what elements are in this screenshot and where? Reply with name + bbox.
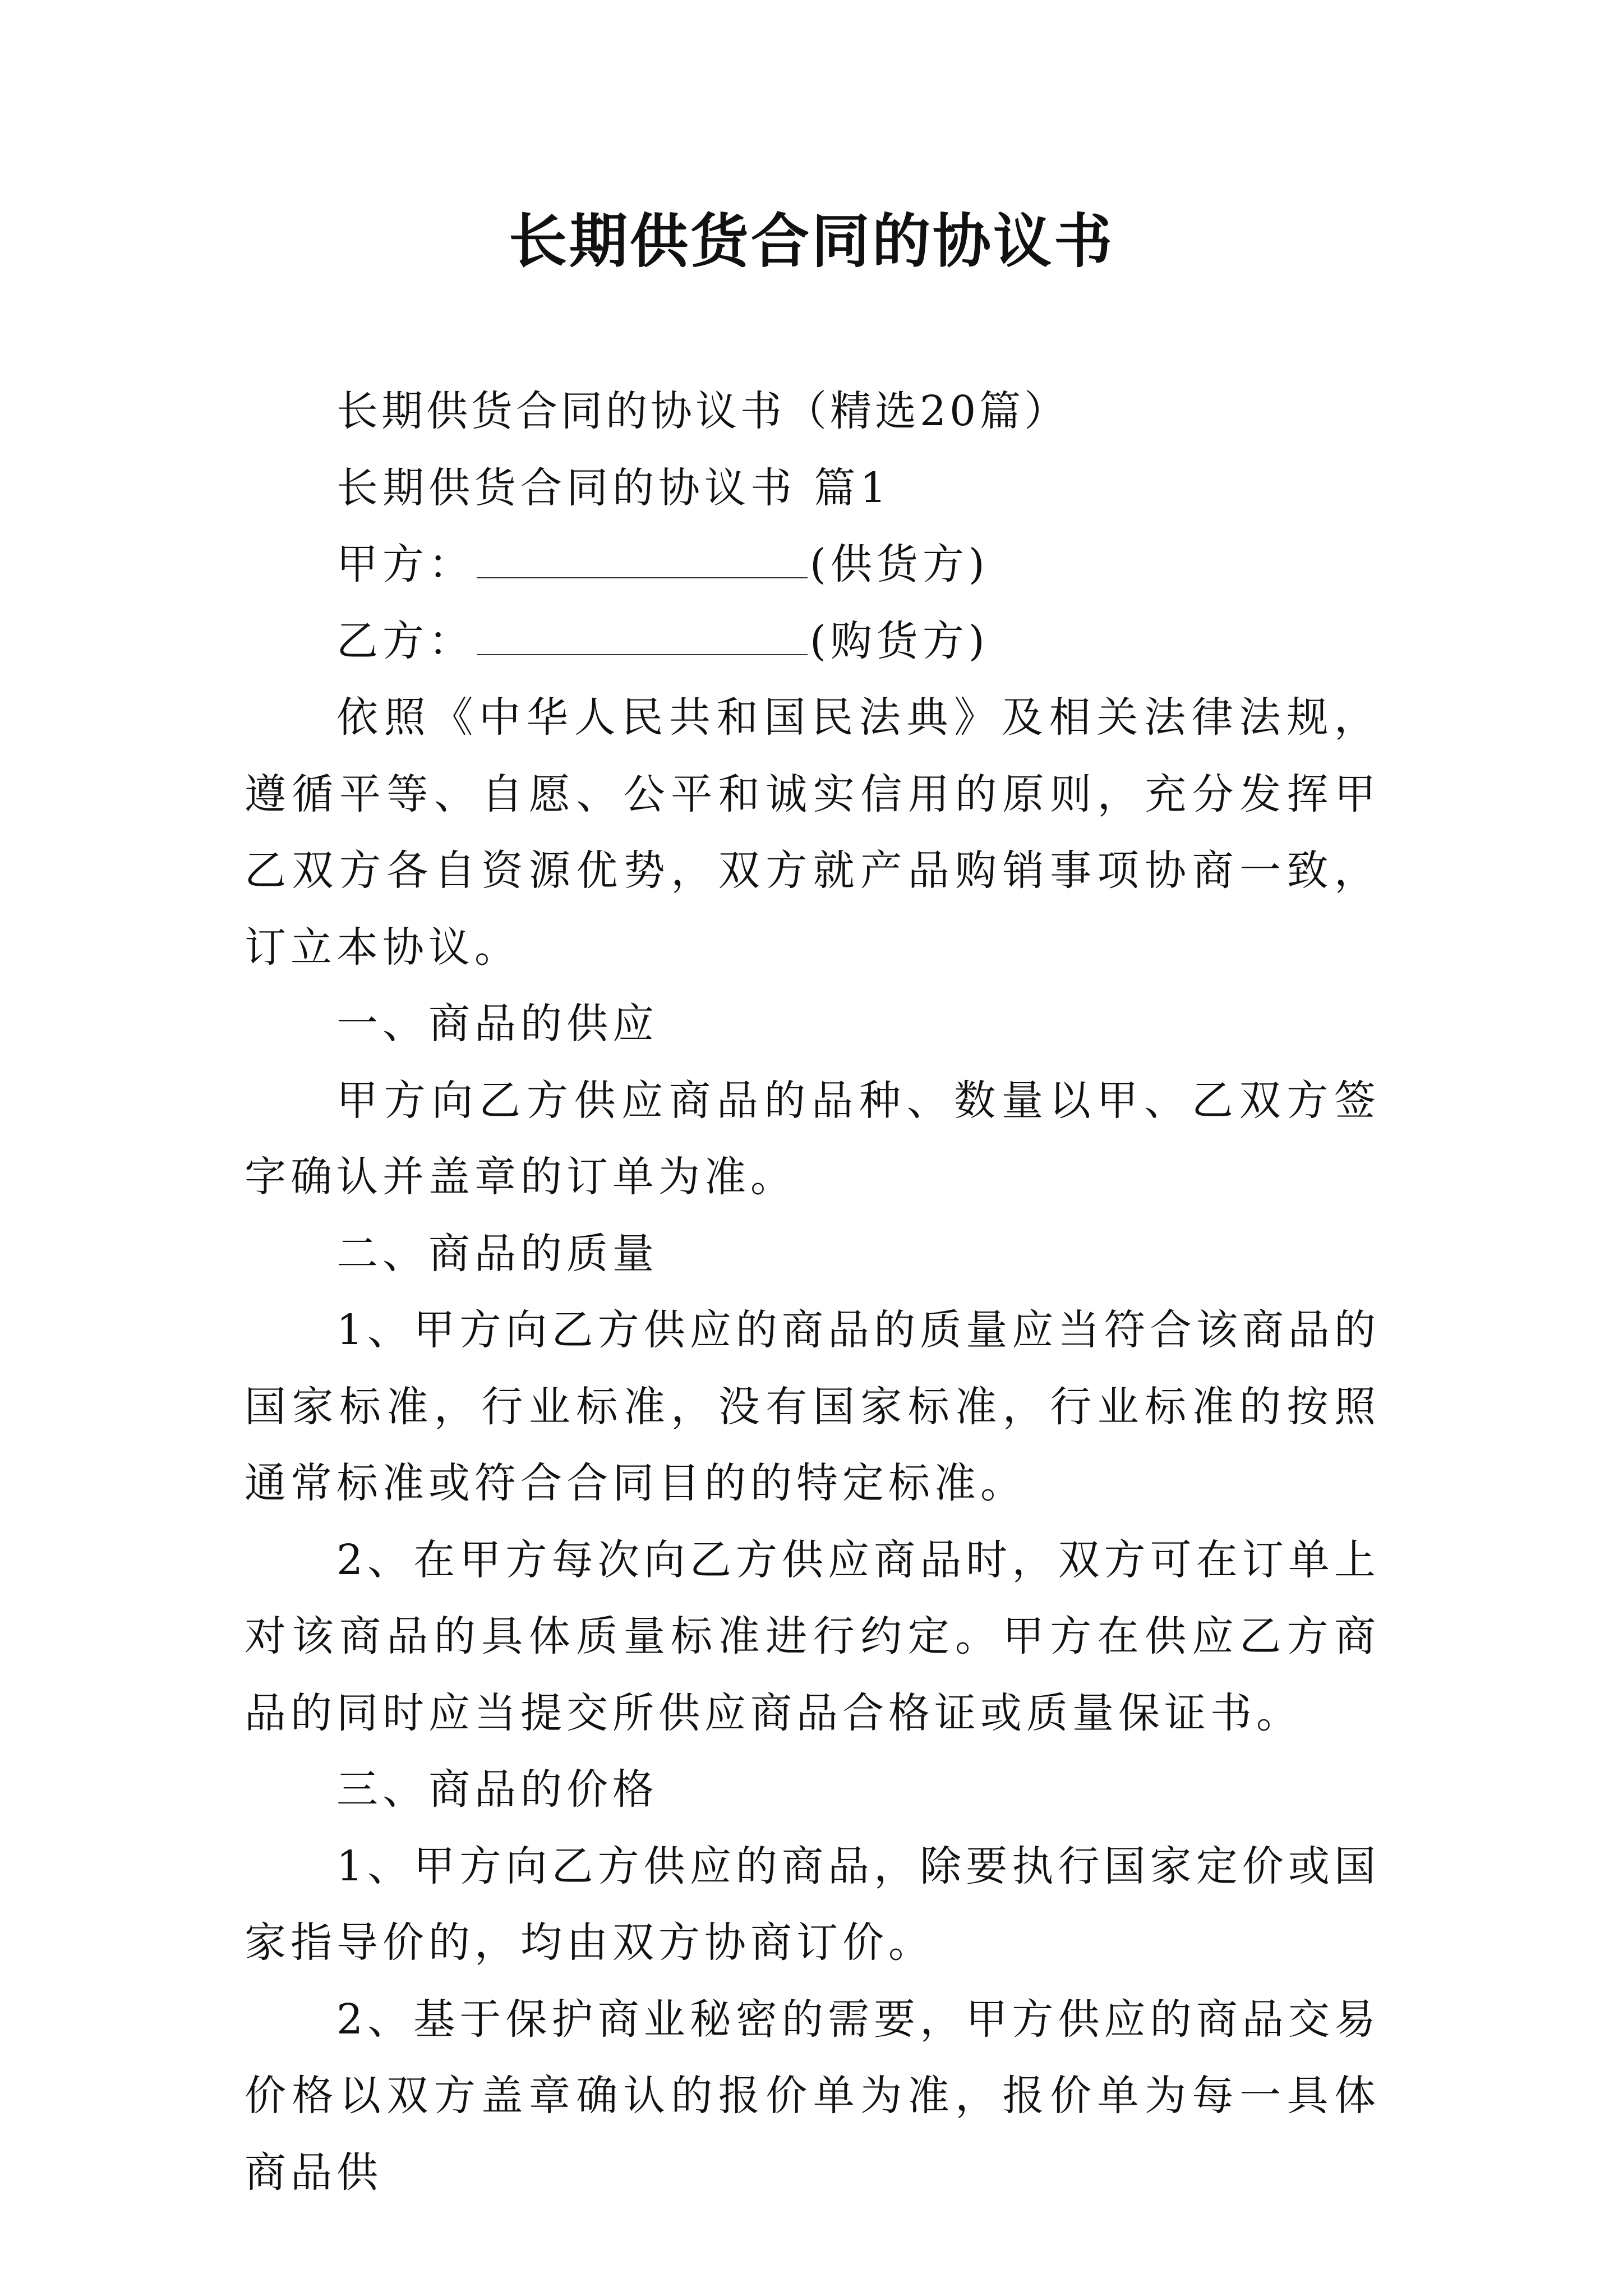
section-heading: 长期供货合同的协议书 篇1 [336, 463, 891, 512]
paragraph-price-1: 1、甲方向乙方供应的商品，除要执行国家定价或国家指导价的，均由双方协商订价。 [245, 1842, 1380, 1967]
party-b-line [245, 603, 1380, 680]
document-body [245, 373, 1380, 2211]
paragraph-quality-1: 1、甲方向乙方供应的商品的质量应当符合该商品的国家标准，行业标准，没有国家标准，行业标准的按照通常标准或符合合同目的的特定标准。 [245, 1306, 1380, 1507]
paragraph-preamble: 依照《中华人民共和国民法典》及相关法律法规，遵循平等、自愿、公平和诚实信用的原则，充分发挥甲乙双方各自资源优势，双方就产品购销事项协商一致，订立本协议。 [245, 693, 1380, 972]
party-b-blank [477, 620, 808, 655]
party-a-blank [477, 544, 808, 578]
paragraph-supply: 甲方向乙方供应商品的品种、数量以甲、乙双方签字确认并盖章的订单为准。 [245, 1076, 1380, 1201]
party-b-role: (购货方) [810, 616, 989, 665]
party-a-role: (供货方) [810, 540, 989, 588]
party-b-label: 乙方： [336, 616, 474, 665]
document-title: 长期供货合同的协议书 [508, 206, 1114, 275]
paragraph-quality-2: 2、在甲方每次向乙方供应商品时，双方可在订单上对该商品的具体质量标准进行约定。甲方在供应乙方商品的同时应当提交所供应商品合格证或质量保证书。 [245, 1535, 1380, 1737]
clause-heading-quality: 二、商品的质量 [336, 1229, 658, 1278]
party-a-line [245, 526, 1380, 603]
clause-heading-supply: 一、商品的供应 [336, 1000, 658, 1048]
party-a-label: 甲方： [336, 540, 474, 588]
clause-heading-price: 三、商品的价格 [336, 1765, 658, 1814]
document-subtitle: 长期供货合同的协议书（精选20篇） [336, 387, 1069, 435]
paragraph-price-2: 2、基于保护商业秘密的需要，甲方供应的商品交易价格以双方盖章确认的报价单为准，报价单为每一具体商品供 [245, 1995, 1380, 2197]
